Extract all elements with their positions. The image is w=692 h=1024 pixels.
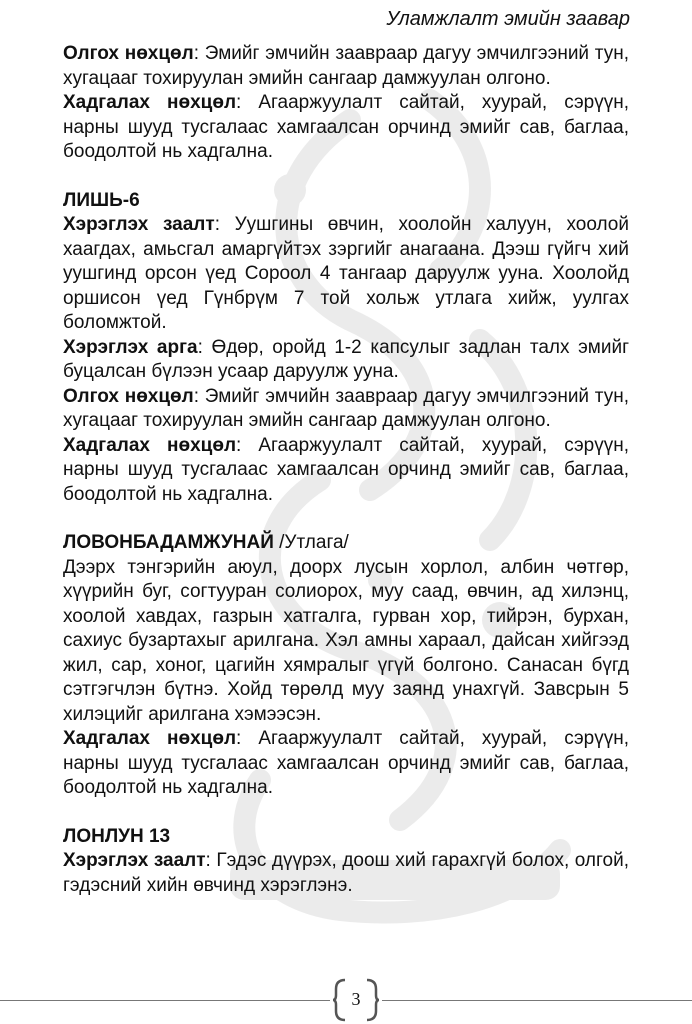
paragraph-text: : Уушгины өвчин, хоолойн халуун, хоолой хаагдах, амьсгал амаргүйтэх зэргийг анагаана. Дээш гүйгч хий уушгинд орсон үед Сороол 4 тангаар даруулж ууна. Хоолойд оршисон үед Гүнбрүм 7 той хольж утлага хийж, уулгах боломжтой. [63,214,629,333]
paragraph [63,727,629,801]
section-title: ЛОНЛУН 13 [63,825,171,847]
paragraph-label: Хадгалах нөхцөл [63,728,237,749]
paragraph [63,336,629,385]
document-body [63,42,629,898]
paragraph-label: Хэрэглэх арга [63,336,198,358]
paragraph-label: Хадгалах нөхцөл [63,434,237,456]
paragraph [63,42,629,91]
paragraph [63,434,629,508]
page-footer [0,970,692,1024]
paragraph-label: Олгох нөхцөл [63,43,194,64]
paragraph [63,91,629,165]
paragraph-label: Олгох нөхцөл [63,385,194,407]
paragraph-text: Дээрх тэнгэрийн аюул, доорх лусын хорлол, албин чөтгөр, хүүрийн буг, согтууран солиорох, муу саад, өвчин, ад хилэнц, хоолой хавдах, газрын хатгалга, гурван хор, тийрэн, бурхан, сахиус бузартахыг арилгана. Хэл амны хараал, дайсан хийгээд жил, сар, хоног, цагийн хямралыг үгүй болгоно. Санасан бүгд сэтгэгчлэн бүтнэ. Хойд төрөлд муу заянд унахгүй. Завсрын 5 хилэцийг арилгана хэмээсэн. [63,556,629,725]
section-title-suffix: /Утлага/ [273,532,349,553]
section-title: ЛИШЬ-6 [63,189,140,211]
section-title: ЛОВОНБАДАМЖУНАЙ /Утлага/ [63,532,349,553]
paragraph [63,385,629,434]
paragraph [63,849,629,898]
paragraph-text: : Гэдэс дүүрэх, доош хий гарахгүй болох, олгой, гэдэсний хийн өвчинд хэрэглэнэ. [63,850,629,896]
footer-rule-right [382,1000,692,1001]
paragraph-text: : Агааржуулалт сайтай, хуурай, сэрүүн, нарны шууд тусгалаас хамгаалсан орчинд эмийг сав, баглаа, боодолтой нь хадгална. [63,728,629,798]
paragraph-text: : Агааржуулалт сайтай, хуурай, сэрүүн, нарны шууд тусгалаас хамгаалсан орчинд эмийг сав, баглаа, боодолтой нь хадгална. [63,434,629,505]
paragraph-label: Хэрэглэх заалт [63,850,206,871]
page-number: 3 [351,989,361,1009]
paragraph-text: : Эмийг эмчийн заавраар дагуу эмчилгээний тун, хугацааг тохируулан эмийн сангаар дамжуулан олгоно. [63,385,629,431]
paragraph-text: : Агааржуулалт сайтай, хуурай, сэрүүн, нарны шууд тусгалаас хамгаалсан орчинд эмийг сав, баглаа, боодолтой нь хадгална. [63,92,629,162]
paragraph-label: Хэрэглэх заалт [63,214,215,235]
paragraph [63,556,629,728]
paragraph-text: : Эмийг эмчийн заавраар дагуу эмчилгээний тун, хугацааг тохируулан эмийн сангаар дамжуулан олгоно. [63,43,629,89]
running-header: Уламжлалт эмийн заавар [386,8,630,30]
paragraph-label: Хадгалах нөхцөл [63,92,237,113]
paragraph [63,213,629,336]
footer-rule-left [0,1000,330,1001]
paragraph-text: : Өдөр, оройд 1-2 капсулыг задлан талх эмийг буцалсан бүлээн усаар даруулж ууна. [63,336,630,382]
